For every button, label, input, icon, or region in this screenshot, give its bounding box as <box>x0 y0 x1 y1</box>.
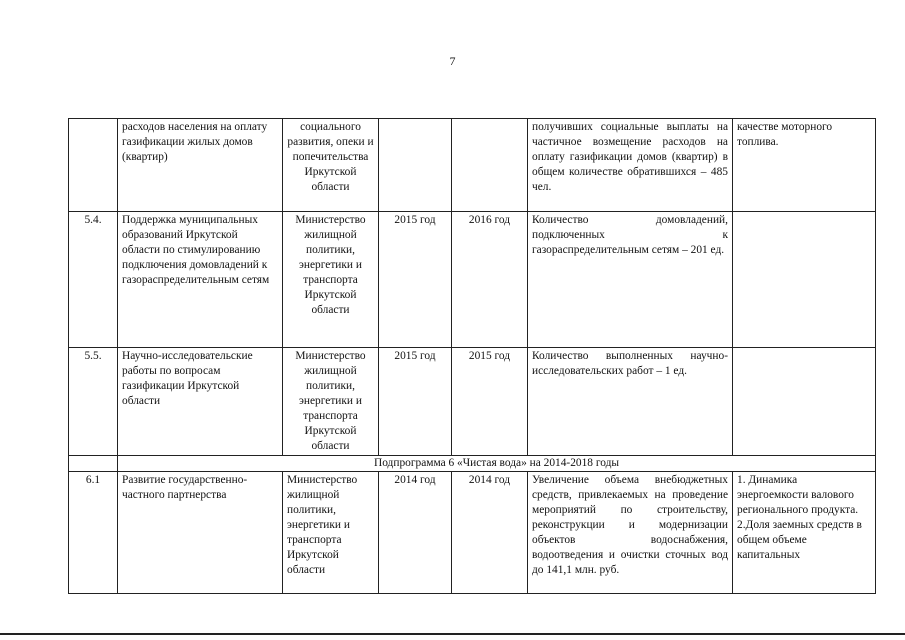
target-indicator: 1. Динамика энергоемкости валового регионального продукта. 2.Доля заемных средств в общем объеме капитальных <box>733 472 876 594</box>
expected-result: Количество выполненных научно-исследовательских работ – 1 ед. <box>528 348 733 456</box>
executor: Министерство жилищной политики, энергетики и транспорта Иркутской области <box>283 348 379 456</box>
target-indicator <box>733 212 876 348</box>
subprogram-title: Подпрограмма 6 «Чистая вода» на 2014-2018 годы <box>118 456 876 472</box>
start-year: 2014 год <box>379 472 452 594</box>
table-row <box>69 119 876 212</box>
subprogram-row <box>69 456 876 472</box>
table-row <box>69 348 876 456</box>
end-year <box>452 119 528 212</box>
activity-name: Поддержка муниципальных образований Иркутской области по стимулированию подключения домовладений к газораспределительным сетям <box>118 212 283 348</box>
executor: Министерство жилищной политики, энергетики и транспорта Иркутской области <box>283 212 379 348</box>
start-year: 2015 год <box>379 212 452 348</box>
executor: Министерство жилищной политики, энергетики и транспорта Иркутской области <box>283 472 379 594</box>
target-indicator <box>733 348 876 456</box>
row-number <box>69 119 118 212</box>
end-year: 2016 год <box>452 212 528 348</box>
start-year: 2015 год <box>379 348 452 456</box>
subprogram-number-cell <box>69 456 118 472</box>
end-year: 2014 год <box>452 472 528 594</box>
activity-name: расходов населения на оплату газификации жилых домов (квартир) <box>118 119 283 212</box>
expected-result: Количество домовладений, подключенных к газораспределительным сетям – 201 ед. <box>528 212 733 348</box>
target-indicator: качестве моторного топлива. <box>733 119 876 212</box>
page-bottom-edge <box>0 633 905 635</box>
start-year <box>379 119 452 212</box>
table-row <box>69 212 876 348</box>
activity-name: Научно-исследовательские работы по вопросам газификации Иркутской области <box>118 348 283 456</box>
end-year: 2015 год <box>452 348 528 456</box>
expected-result: Увеличение объема внебюджетных средств, привлекаемых на проведение мероприятий по строительству, реконструкции и модернизации объектов водоснабжения, водоотведения и очистки сточных вод до 141,1 млн. руб. <box>528 472 733 594</box>
table-row <box>69 472 876 594</box>
activity-name: Развитие государственно-частного партнерства <box>118 472 283 594</box>
page-number: 7 <box>449 54 456 68</box>
row-number: 5.5. <box>69 348 118 456</box>
activities-table <box>68 118 876 594</box>
executor: социального развития, опеки и попечительства Иркутской области <box>283 119 379 212</box>
expected-result: получивших социальные выплаты на частичное возмещение расходов на оплату газификации домов (квартир) в общем количестве обратившихся – 485 чел. <box>528 119 733 212</box>
row-number: 5.4. <box>69 212 118 348</box>
row-number: 6.1 <box>69 472 118 594</box>
